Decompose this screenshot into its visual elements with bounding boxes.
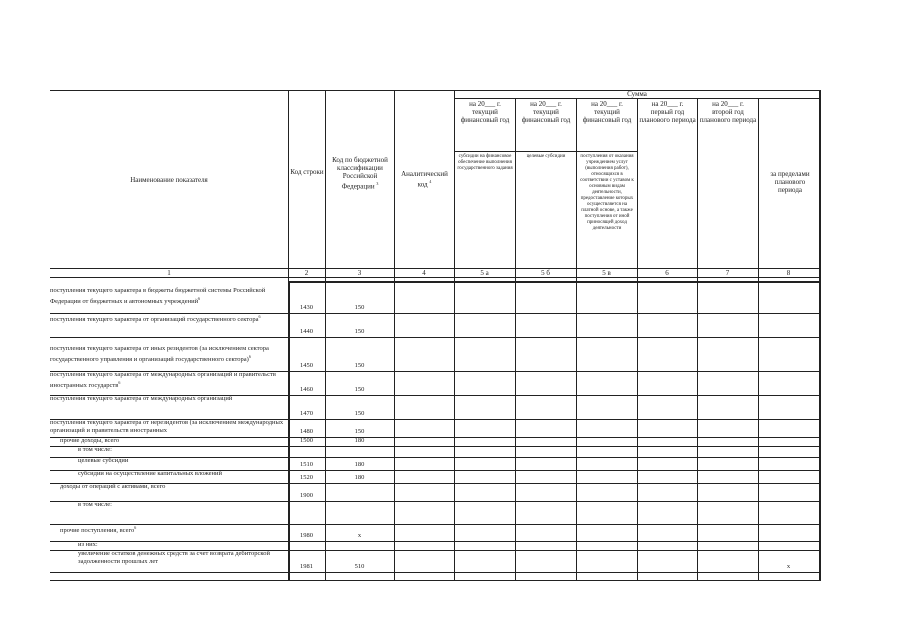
beyond-column-header: за пределами планового периода	[770, 170, 810, 194]
colnum-5a: 5 а	[480, 269, 489, 277]
colnum-4: 4	[422, 269, 426, 277]
subheader-5v: поступления от оказания учреждением услуг (выполнения работ), относящихся в соответствии с уставом к основным видам деятельности, предоставление которых осуществляется на платной основе, а также поступления от иной приносящей доход деятельности	[580, 154, 634, 231]
year-header-5b-line2: текущий	[533, 108, 559, 116]
col-border-5a	[454, 90, 455, 581]
analytic-code-label: Аналитический код	[401, 170, 448, 189]
rule-bottom	[50, 580, 820, 581]
row-name	[60, 483, 286, 491]
row-name-text: поступления текущего характера от иных резидентов (за исключением сектора государственного управления и организаций государственного сектора)	[50, 345, 269, 364]
row-name	[50, 371, 286, 390]
name-column-header: Наименование показателя	[130, 176, 208, 184]
row-kbk: х	[357, 532, 362, 539]
row-name	[50, 395, 286, 403]
row-code: 1520	[300, 474, 313, 481]
row-name-text: поступления текущего характера в бюджеты бюджетной системы Российской Федерации от бюджетных и автономных учреждений	[50, 287, 266, 306]
rule-numbers-bottom	[50, 277, 820, 278]
year-header-5v-line1: на 20___ г.	[591, 100, 623, 108]
year-header-5v	[577, 100, 637, 124]
row-name-text: увеличение остатков денежных средств за счет возврата дебиторской задолженности прошлых лет	[78, 550, 270, 565]
year-header-7-line3: планового периода	[699, 116, 757, 124]
row-name	[78, 457, 286, 465]
row-separator	[50, 337, 820, 338]
row-code: 1981	[300, 563, 313, 570]
row-name-text: целевые субсидии	[78, 457, 129, 464]
row-footnote: 6	[118, 380, 121, 385]
year-header-5v-line3: финансовый год	[582, 116, 632, 124]
rule-thick-top	[288, 281, 820, 283]
row-name	[60, 437, 286, 445]
row-code: 1980	[300, 532, 313, 539]
year-header-7	[698, 100, 758, 124]
row-kbk: 510	[354, 563, 365, 570]
row-code: 1900	[300, 492, 313, 499]
row-name-text: субсидии на осуществление капитальных вложений	[78, 470, 222, 477]
year-header-6-line2: первый год	[650, 108, 685, 116]
row-name	[50, 287, 286, 306]
row-kbk: 180	[354, 461, 365, 468]
row-code: 1430	[300, 304, 313, 311]
summa-label: Сумма	[627, 90, 647, 98]
col-border-right	[819, 90, 821, 581]
year-header-5b	[516, 100, 576, 124]
col-border-5b	[515, 98, 516, 581]
row-footnote: 6	[134, 525, 137, 530]
row-name-text: поступления текущего характера от международных организаций	[50, 395, 233, 402]
col-border-7	[697, 98, 698, 581]
budget-code-footnote: 3	[376, 181, 379, 186]
col-border-6	[637, 98, 638, 581]
row-kbk: 150	[354, 386, 365, 393]
row-name-text: в том числе:	[78, 501, 112, 508]
year-header-6	[638, 100, 697, 124]
row-separator	[50, 572, 820, 573]
analytic-code-footnote: 4	[429, 179, 432, 184]
year-header-6-line1: на 20___ г.	[651, 100, 684, 108]
row-code: 1480	[300, 428, 313, 435]
row-footnote: 6	[258, 314, 261, 319]
row-kbk: 150	[354, 410, 365, 417]
row-footnote: 6	[198, 296, 201, 301]
rule-subhead	[454, 151, 637, 152]
code-column-header: Код строки	[290, 168, 324, 176]
subheader-5b: целевые субсидии	[526, 154, 566, 159]
row-name-text: поступления текущего характера от международных организаций и правительств иностранных государств	[50, 371, 276, 390]
year-header-5b-line3: финансовый год	[521, 116, 571, 124]
colnum-2: 2	[304, 269, 309, 277]
col-border-4	[394, 90, 395, 581]
year-header-6-line3: планового периода	[639, 116, 696, 124]
col-border-8	[758, 98, 759, 581]
row-name	[60, 524, 286, 535]
colnum-1: 1	[167, 269, 171, 277]
budget-code-column-header	[328, 156, 392, 190]
row-name-text: поступления текущего характера от нерезидентов (за исключением международных организаций и правительств иностранных	[50, 419, 284, 434]
row-name	[78, 501, 286, 509]
row-kbk: 150	[354, 428, 365, 435]
row-beyond: х	[786, 563, 791, 570]
row-name	[78, 550, 286, 566]
year-header-5v-line2: текущий	[594, 108, 620, 116]
row-code: 1440	[300, 328, 313, 335]
subheader-5a: субсидии на финансовое обеспечение выполнения государственного задания	[457, 154, 513, 171]
colnum-7: 7	[725, 269, 730, 277]
year-header-5a-line1: на 20___ г.	[469, 100, 501, 108]
budget-code-label: Код по бюджетной классификации Российской Федерации	[332, 156, 388, 191]
row-code: 1460	[300, 386, 313, 393]
year-header-5a-line3: финансовый год	[460, 116, 510, 124]
row-name-text: прочие поступления, всего	[60, 527, 135, 535]
row-code: 1450	[300, 362, 313, 369]
row-name-text: прочие доходы, всего	[60, 437, 120, 444]
row-code: 1470	[300, 410, 313, 417]
row-kbk: 180	[354, 437, 365, 444]
year-header-7-line2: второй год	[712, 108, 744, 116]
row-footnote: 6	[248, 354, 251, 359]
row-name	[78, 446, 286, 454]
colnum-6: 6	[665, 269, 669, 277]
colnum-5v: 5 в	[602, 269, 611, 277]
year-header-5a	[455, 100, 515, 124]
analytic-code-column-header	[396, 170, 453, 188]
row-name	[78, 470, 286, 478]
row-name	[78, 541, 286, 549]
year-header-5a-line2: текущий	[472, 108, 498, 116]
year-header-7-line1: на 20___ г.	[712, 100, 744, 108]
row-name	[50, 313, 286, 324]
colnum-8: 8	[786, 269, 791, 277]
row-code: 1500	[300, 437, 313, 444]
colnum-5b: 5 б	[541, 269, 550, 277]
row-name-text: поступления текущего характера от организаций государственного сектора	[50, 316, 259, 324]
row-name-text: доходы от операций с активами, всего	[60, 483, 166, 490]
row-name	[50, 345, 286, 364]
year-header-5b-line1: на 20___ г.	[530, 100, 562, 108]
col-border-5v	[576, 98, 577, 581]
row-name	[50, 419, 286, 435]
row-name-text: из них:	[78, 541, 98, 548]
row-kbk: 150	[354, 304, 365, 311]
colnum-3: 3	[357, 269, 362, 277]
row-kbk: 150	[354, 328, 365, 335]
row-name-text: в том числе:	[78, 446, 112, 453]
row-kbk: 150	[354, 362, 365, 369]
row-kbk: 180	[354, 474, 365, 481]
row-code: 1510	[300, 461, 313, 468]
